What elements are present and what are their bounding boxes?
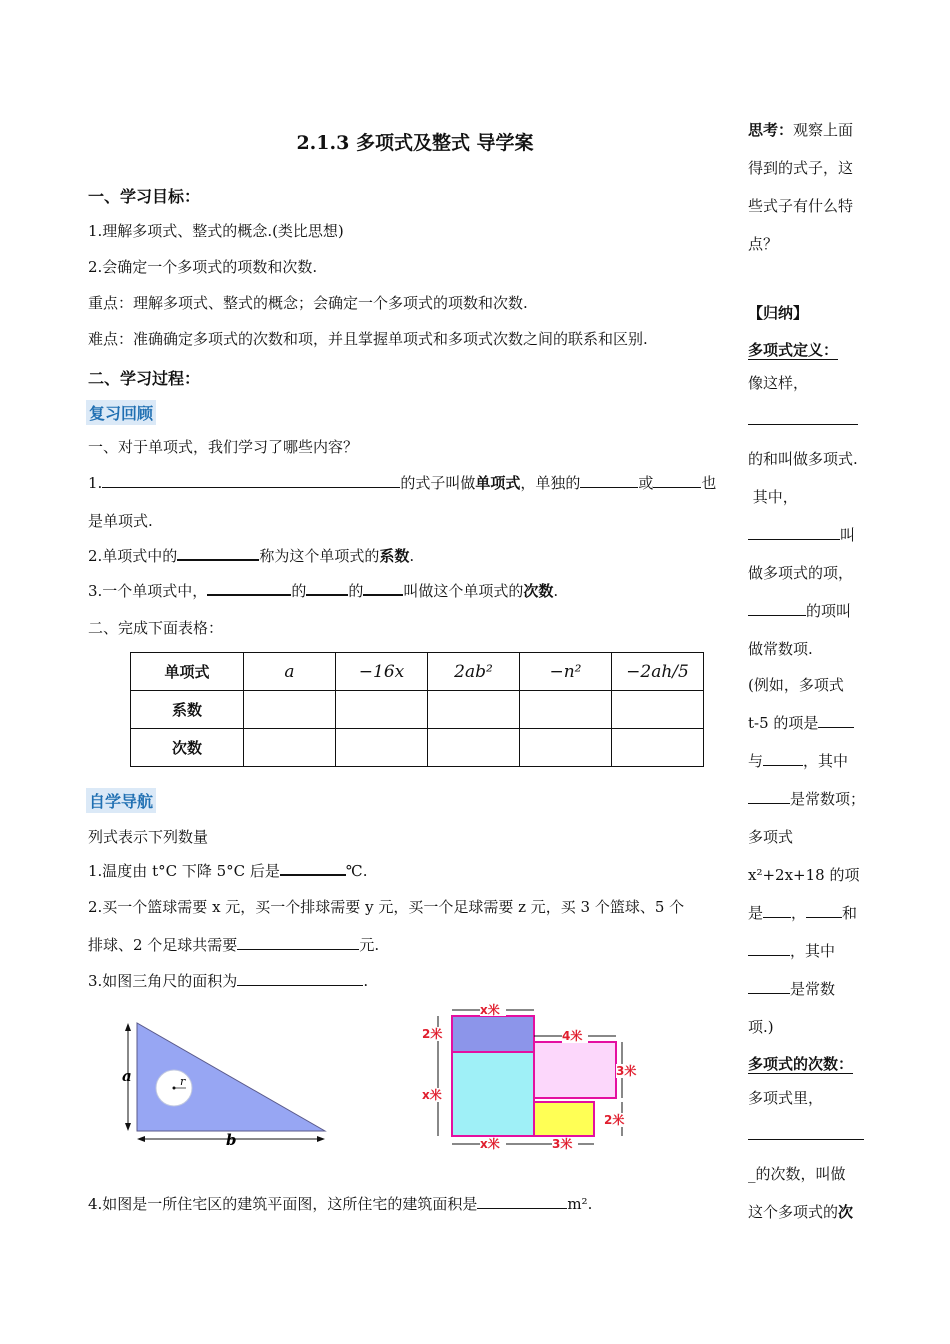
blank[interactable] [237,935,359,950]
degree-label: 多项式的次数： [748,1055,854,1073]
monomial-table [130,652,704,767]
def-line: t-5 的项是 [748,712,854,733]
plan-top-label: x米 [480,1003,500,1017]
def-line: (例如，多项式 [748,676,844,694]
selfstudy-q2: 2.买一个篮球需要 x 元，买一个排球需要 y 元，买一个足球需要 z 元，买 3 个篮球、5 个 [88,898,685,916]
selfstudy-q1: 1.温度由 t°C 下降 5°C 后是 ℃. [88,862,368,880]
blank[interactable] [748,789,790,804]
triangle-ruler-figure [110,1015,340,1155]
blank[interactable] [477,1194,567,1209]
def-line: 像这样， [748,374,809,392]
blank[interactable] [280,860,346,876]
monomial-cell: −2ah/5 [612,653,704,691]
plan-right-bot-label: 2米 [604,1113,625,1127]
answer-cell[interactable] [336,729,428,767]
answer-cell[interactable] [520,691,612,729]
def-line: x²+2x+18 的项 [748,866,860,884]
blank[interactable] [748,941,790,956]
answer-cell[interactable] [336,691,428,729]
def-line: 是常数项； [748,788,865,809]
def-blank-line [748,410,858,429]
key-point: 重点：理解多项式、整式的概念；会确定一个多项式的项数和次数. [88,294,528,312]
answer-cell[interactable] [428,729,520,767]
blank[interactable] [653,473,701,488]
plan-bottom-right-label: 3米 [552,1137,573,1151]
review-q3: 3.一个单项式中， 的 的 叫做这个单项式的次数. [88,582,559,600]
def-line: 做多项式的项， [748,564,854,582]
think-line: 思考：观察上面 [748,121,854,139]
row-header: 系数 [131,691,244,729]
def-line: 与 ，其中 [748,752,849,770]
plan-right-top-label: 4米 [562,1029,583,1043]
summary-label: 【归纳】 [748,304,809,322]
answer-cell[interactable] [612,691,704,729]
goal-2: 2.会确定一个多项式的项数和次数. [88,258,318,276]
plan-right-mid-label: 3米 [616,1064,637,1078]
def-line: 做常数项. [748,640,813,658]
blank[interactable] [748,410,858,425]
def-line: 项.) [748,1018,774,1036]
plan-left-top-label: 2米 [422,1027,443,1041]
def-line: 的项叫 [748,600,851,621]
table-intro: 二、完成下面表格： [88,619,224,637]
monomial-cell: 2ab² [428,653,520,691]
table-row [131,729,704,767]
row-header: 次数 [131,729,244,767]
blank[interactable] [748,601,806,616]
review-q1-cont: 是单项式. [88,512,153,530]
blank[interactable] [580,473,638,488]
selfstudy-q2-cont: 排球、2 个足球共需要 元. [88,936,380,954]
plan-bottom-left-label: x米 [480,1137,500,1151]
blank[interactable] [763,903,791,918]
review-label: 复习回顾 [86,400,156,425]
def-line: ，其中 [748,940,835,961]
side-a-label: a [122,1067,132,1085]
answer-cell[interactable] [244,729,336,767]
blank[interactable] [207,580,291,596]
blank[interactable] [237,971,363,986]
selfstudy-q4: 4.如图是一所住宅区的建筑平面图，这所住宅的建筑面积是 m². [88,1195,593,1213]
monomial-cell: a [244,653,336,691]
think-line: 点？ [748,235,779,253]
blank[interactable] [748,1125,864,1140]
def-line: 是 ， 和 [748,904,858,922]
selfstudy-label: 自学导航 [86,788,156,813]
def-line: 是常数 [748,978,835,999]
think-line: 得到的式子，这 [748,159,854,177]
blank[interactable] [177,545,259,561]
goal-1: 1.理解多项式、整式的概念.(类比思想) [88,222,344,240]
blank[interactable] [748,979,790,994]
difficulty: 难点：准确确定多项式的次数和项，并且掌握单项式和多项式次数之间的联系和区别. [88,330,648,348]
think-line: 些式子有什么特 [748,197,854,215]
monomial-cell: −n² [520,653,612,691]
blank[interactable] [806,903,842,918]
review-intro: 一、对于单项式，我们学习了哪些内容？ [88,438,359,456]
degree-blank-line [748,1125,864,1144]
blank[interactable] [306,580,348,596]
selfstudy-q3: 3.如图三角尺的面积为 . [88,972,369,990]
page-title: 2.1.3 多项式及整式 导学案 [296,132,534,154]
side-b-label: b [226,1131,237,1149]
table-row [131,653,704,691]
degree-line: 多项式里， [748,1089,824,1107]
plan-left-mid-label: x米 [422,1088,442,1102]
def-line: 的和叫做多项式. [748,450,858,468]
blank[interactable] [102,473,400,488]
radius-label: r [180,1075,186,1088]
row-header: 单项式 [131,653,244,691]
blank[interactable] [763,751,803,766]
blank[interactable] [748,525,840,540]
def-label: 多项式定义： [748,341,839,359]
review-q1: 1. 的式子叫做单项式，单独的 或 也 [88,474,717,492]
blank[interactable] [363,580,403,596]
answer-cell[interactable] [244,691,336,729]
answer-cell[interactable] [612,729,704,767]
selfstudy-intro: 列式表示下列数量 [88,828,209,846]
floor-plan-figure [416,1000,656,1160]
section1-heading: 一、学习目标： [88,187,201,206]
blank[interactable] [818,713,854,728]
answer-cell[interactable] [520,729,612,767]
degree-line: _的次数，叫做 [748,1165,846,1183]
table-row [131,691,704,729]
degree-line: 这个多项式的次 [748,1203,854,1221]
def-line: 其中， [748,488,798,506]
review-q2: 2.单项式中的 称为这个单项式的系数. [88,547,415,565]
def-line: 多项式 [748,828,794,846]
answer-cell[interactable] [428,691,520,729]
section2-heading: 二、学习过程： [88,369,201,388]
def-line: 叫 [748,524,855,545]
monomial-cell: −16x [336,653,428,691]
